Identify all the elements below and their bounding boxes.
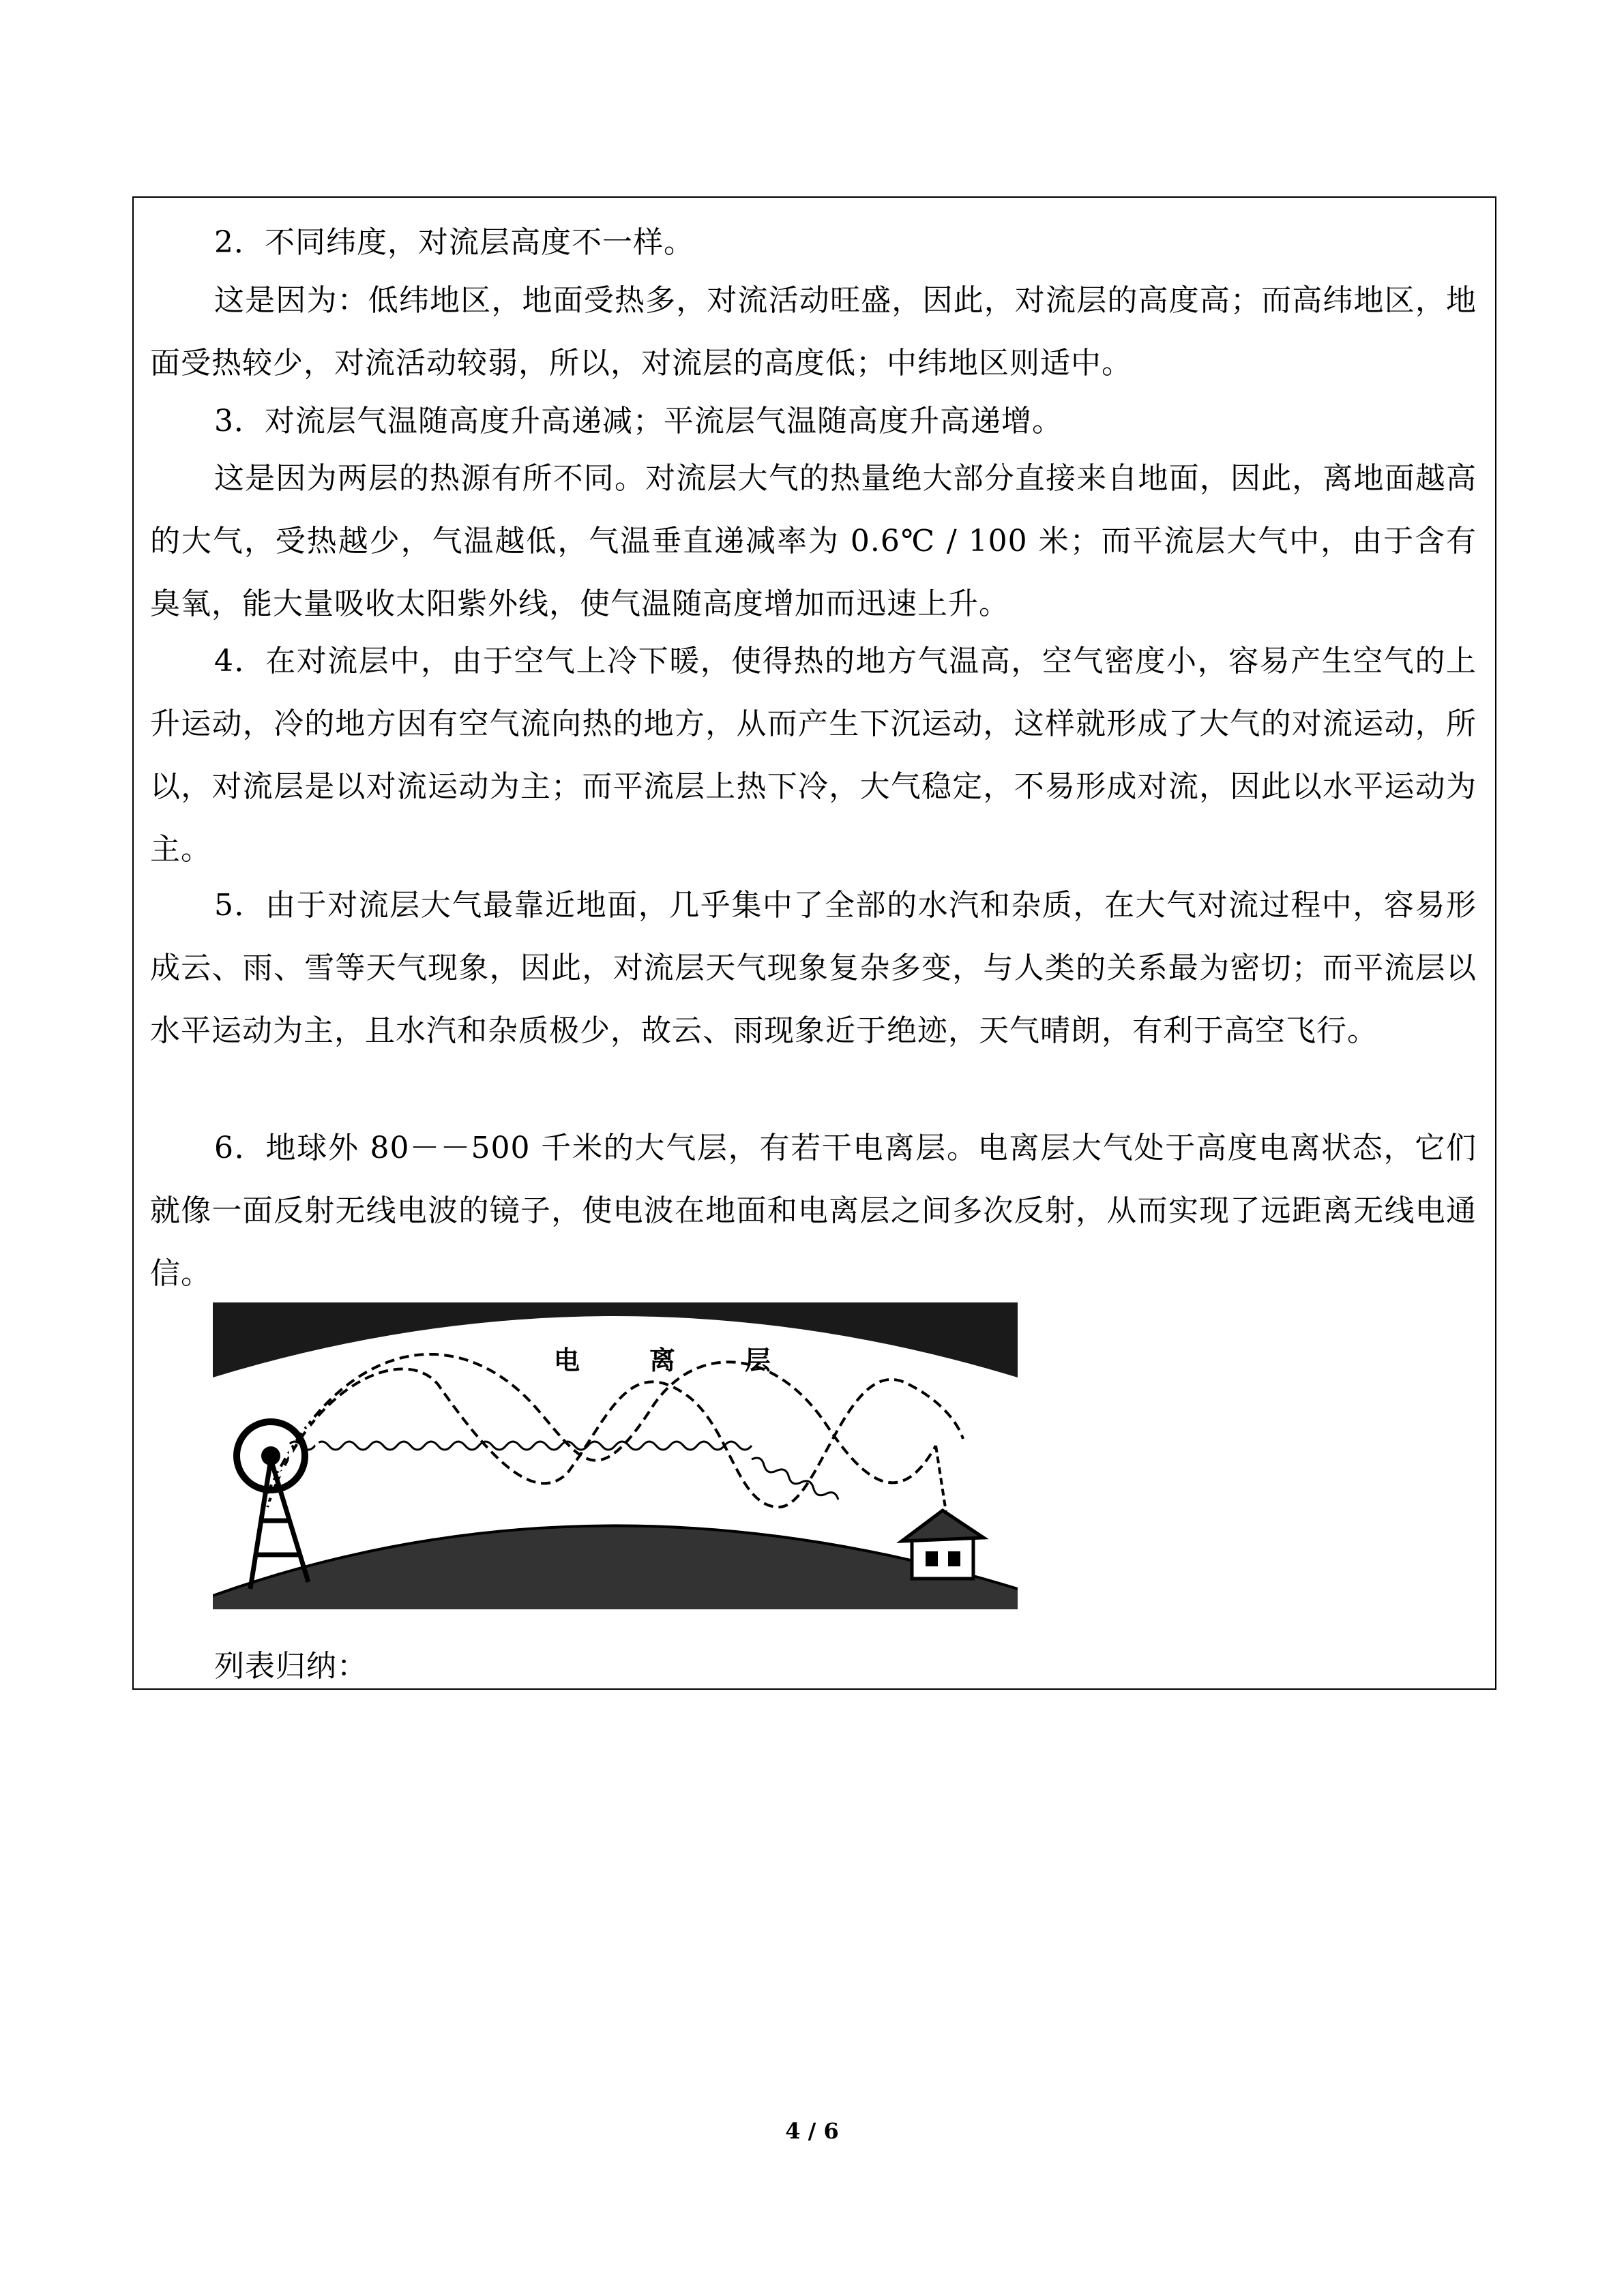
ionosphere-label-2: 离 (649, 1345, 676, 1375)
paragraph-5: 4．在对流层中，由于空气上冷下暖，使得热的地方气温高，空气密度小，容易产生空气的上升运动，冷的地方因有空气流向热的地方，从而产生下沉运动，这样就形成了大气的对流运动，所以，对流层是以对流运动为主；而平流层上热下冷，大气稳定，不易形成对流，因此以水平运动为主。 (150, 644, 1477, 867)
paragraph-6: 5．由于对流层大气最靠近地面，几乎集中了全部的水汽和杂质，在大气对流过程中，容易形成云、雨、雪等天气现象，因此，对流层天气现象复杂多变，与人类的关系最为密切；而平流层以水平运动为主，且水汽和杂质极少，故云、雨现象近于绝迹，天气晴朗，有利于高空飞行。 (150, 888, 1477, 1048)
paragraph-4: 这是因为两层的热源有所不同。对流层大气的热量绝大部分直接来自地面，因此，离地面越高的大气，受热越少，气温越低，气温垂直递减率为 0.6℃ / 100 米；而平流层大气中，由于含有臭氧，能大量吸收太阳紫外线，使气温随高度增加而迅速上升。 (150, 461, 1477, 621)
ionosphere-diagram (213, 1302, 1018, 1609)
ionosphere-figure (213, 1302, 1018, 1609)
page-number: 4 / 6 (785, 2118, 839, 2144)
paragraph-2: 这是因为：低纬地区，地面受热多，对流活动旺盛，因此，对流层的高度高；而高纬地区，地面受热较少，对流活动较弱，所以，对流层的高度低；中纬地区则适中。 (150, 283, 1477, 381)
paragraph-1: 2．不同纬度，对流层高度不一样。 (214, 225, 694, 260)
ionosphere-label-3: 层 (745, 1345, 771, 1375)
summary-label: 列表归纳： (214, 1649, 368, 1684)
paragraph-3: 3．对流层气温随高度升高递减；平流层气温随高度升高递增。 (214, 404, 1063, 438)
paragraph-7: 6．地球外 80－－500 千米的大气层，有若干电离层。电离层大气处于高度电离状态，它们就像一面反射无线电波的镜子，使电波在地面和电离层之间多次反射，从而实现了远距离无线电通信。 (150, 1131, 1477, 1291)
ionosphere-label-1: 电 (554, 1345, 580, 1375)
